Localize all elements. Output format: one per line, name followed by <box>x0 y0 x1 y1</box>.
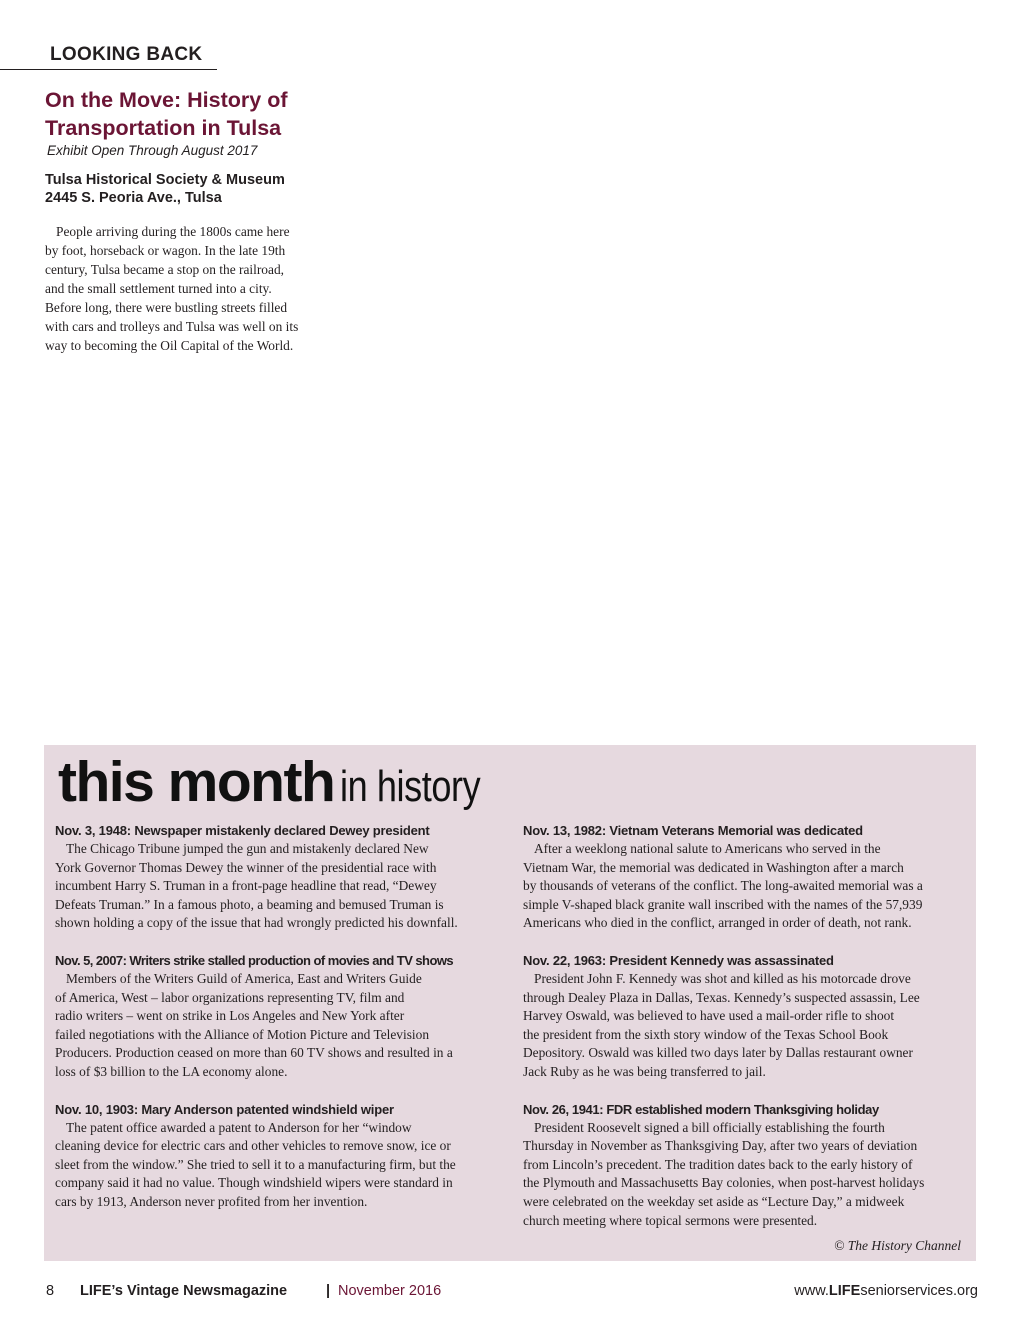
entry-line: simple V-shaped black granite wall inscribed with the names of the 57,939 <box>523 896 923 912</box>
entry-line: Americans who died in the conflict, arranged in order of death, not rank. <box>523 915 912 931</box>
magazine-title: LIFE’s Vintage Newsmagazine <box>80 1283 288 1299</box>
history-heading-bold: this month <box>58 750 335 814</box>
entry-line: Producers. Production ceased on more than 60 TV shows and resulted in a <box>55 1045 453 1061</box>
intro-line: century, Tulsa became a stop on the railroad, <box>45 262 284 277</box>
entry-heading: Nov. 10, 1903: Mary Anderson patented windshield wiper <box>55 1101 394 1117</box>
entry-line: After a weeklong national salute to Americans who served in the <box>534 841 881 856</box>
history-entry <box>55 1100 505 1212</box>
entry-line: sleet from the window.” She tried to sell it to a manufacturing firm, but the <box>55 1156 456 1172</box>
page-number: 8 <box>46 1283 55 1299</box>
history-entry <box>523 821 973 933</box>
issue-date: November 2016 <box>338 1283 442 1299</box>
entry-line: of America, West – labor organizations representing TV, film and <box>55 989 405 1005</box>
entry-line: through Dealey Plaza in Dallas, Texas. Kennedy’s suspected assassin, Lee <box>523 989 920 1005</box>
entry-line: the Plymouth and Massachusetts Bay colonies, when post-harvest holidays <box>523 1175 925 1191</box>
history-column-right <box>523 821 973 1248</box>
history-entry <box>523 1100 973 1231</box>
website-prefix: www. <box>794 1283 829 1299</box>
entry-line: shown holding a copy of the issue that had wrongly predicted his downfall. <box>55 915 458 931</box>
entry-line: Members of the Writers Guild of America, East and Writers Guide <box>66 970 422 986</box>
entry-line: The Chicago Tribune jumped the gun and mistakenly declared New <box>66 841 429 856</box>
section-rule <box>0 69 217 70</box>
history-heading <box>58 749 511 815</box>
entry-line: cars by 1913, Anderson never profited from her invention. <box>55 1193 368 1209</box>
intro-line: People arriving during the 1800s came here <box>56 224 290 239</box>
entry-line: Defeats Truman.” In a famous photo, a beaming and bemused Truman is <box>55 896 444 912</box>
exhibit-title-line: Transportation in Tulsa <box>45 116 282 140</box>
section-label: LOOKING BACK <box>50 44 203 65</box>
entry-line: York Governor Thomas Dewey the winner of the presidential race with <box>55 859 437 875</box>
entry-body <box>55 1119 505 1212</box>
entry-line: loss of $3 billion to the LA economy alone. <box>55 1063 288 1079</box>
website-link[interactable] <box>794 1283 978 1299</box>
entry-line: The patent office awarded a patent to Anderson for her “window <box>66 1119 412 1135</box>
entry-line: from Lincoln’s precedent. The tradition dates back to the early history of <box>523 1156 913 1172</box>
entry-line: failed negotiations with the Alliance of Motion Picture and Television <box>55 1026 430 1042</box>
entry-heading: Nov. 26, 1941: FDR established modern Thanksgiving holiday <box>523 1101 879 1117</box>
entry-line: Harvey Oswald, was believed to have used a mail-order rifle to shoot <box>523 1008 895 1024</box>
entry-line: Vietnam War, the memorial was dedicated in Washington after a march <box>523 859 904 875</box>
entry-line: President Roosevelt signed a bill officially establishing the fourth <box>534 1119 885 1135</box>
intro-line: with cars and trolleys and Tulsa was well on its <box>45 319 299 334</box>
intro-line: way to becoming the Oil Capital of the World. <box>45 338 294 353</box>
intro-line: by foot, horseback or wagon. In the late 19th <box>45 243 286 258</box>
entry-line: company said it had no value. Though windshield wipers were standard in <box>55 1175 453 1191</box>
exhibit-title-line: On the Move: History of <box>45 88 288 112</box>
history-entry <box>523 951 973 1082</box>
entry-line: radio writers – went on strike in Los Angeles and New York after <box>55 1008 405 1024</box>
entry-body <box>523 1119 973 1231</box>
entry-heading: Nov. 22, 1963: President Kennedy was assassinated <box>523 952 834 968</box>
entry-line: Thursday in November as Thanksgiving Day, after two years of deviation <box>523 1138 918 1154</box>
website-suffix: seniorservices.org <box>860 1283 978 1299</box>
history-entry <box>55 951 505 1082</box>
entry-line: church meeting where topical sermons were presented. <box>523 1212 818 1228</box>
entry-line: President John F. Kennedy was shot and killed as his motorcade drove <box>534 970 911 986</box>
footer-separator: | <box>326 1283 331 1299</box>
entry-line: the president from the sixth story window of the Texas School Book <box>523 1026 889 1042</box>
entry-heading: Nov. 13, 1982: Vietnam Veterans Memorial was dedicated <box>523 823 863 838</box>
history-credit: © The History Channel <box>834 1238 961 1253</box>
entry-heading: Nov. 3, 1948: Newspaper mistakenly declared Dewey president <box>55 823 430 838</box>
venue-name: Tulsa Historical Society & Museum <box>45 172 285 188</box>
exhibit-intro <box>45 222 340 355</box>
history-entry <box>55 821 505 933</box>
history-column-left <box>55 821 505 1230</box>
entry-body <box>55 970 505 1082</box>
exhibit-title <box>45 86 345 142</box>
exhibit-subtitle: Exhibit Open Through August 2017 <box>47 143 258 158</box>
entry-line: cleaning device for electric cars and other vehicles to remove snow, ice or <box>55 1138 451 1154</box>
venue-address: 2445 S. Peoria Ave., Tulsa <box>45 190 222 206</box>
entry-heading: Nov. 5, 2007: Writers strike stalled production of movies and TV shows <box>55 952 454 968</box>
entry-line: were celebrated on the weekday set aside as “Lecture Day,” a midweek <box>523 1193 905 1209</box>
entry-line: Jack Ruby as he was being transferred to jail. <box>523 1063 766 1079</box>
entry-body <box>523 970 973 1082</box>
entry-body <box>55 840 505 933</box>
this-month-in-history-box <box>44 745 976 1261</box>
intro-line: Before long, there were bustling streets filled <box>45 300 288 315</box>
history-heading-light: in history <box>340 762 481 811</box>
entry-line: incumbent Harry S. Truman in a front-page headline that read, “Dewey <box>55 878 437 894</box>
venue-info <box>45 171 285 207</box>
website-brand: LIFE <box>828 1283 861 1299</box>
entry-body <box>523 840 973 933</box>
page-footer <box>0 1283 1024 1303</box>
intro-line: and the small settlement turned into a city. <box>45 281 272 296</box>
entry-line: by thousands of veterans of the conflict. The long-awaited memorial was a <box>523 878 923 894</box>
entry-line: Depository. Oswald was killed two days later by Dallas restaurant owner <box>523 1045 913 1061</box>
